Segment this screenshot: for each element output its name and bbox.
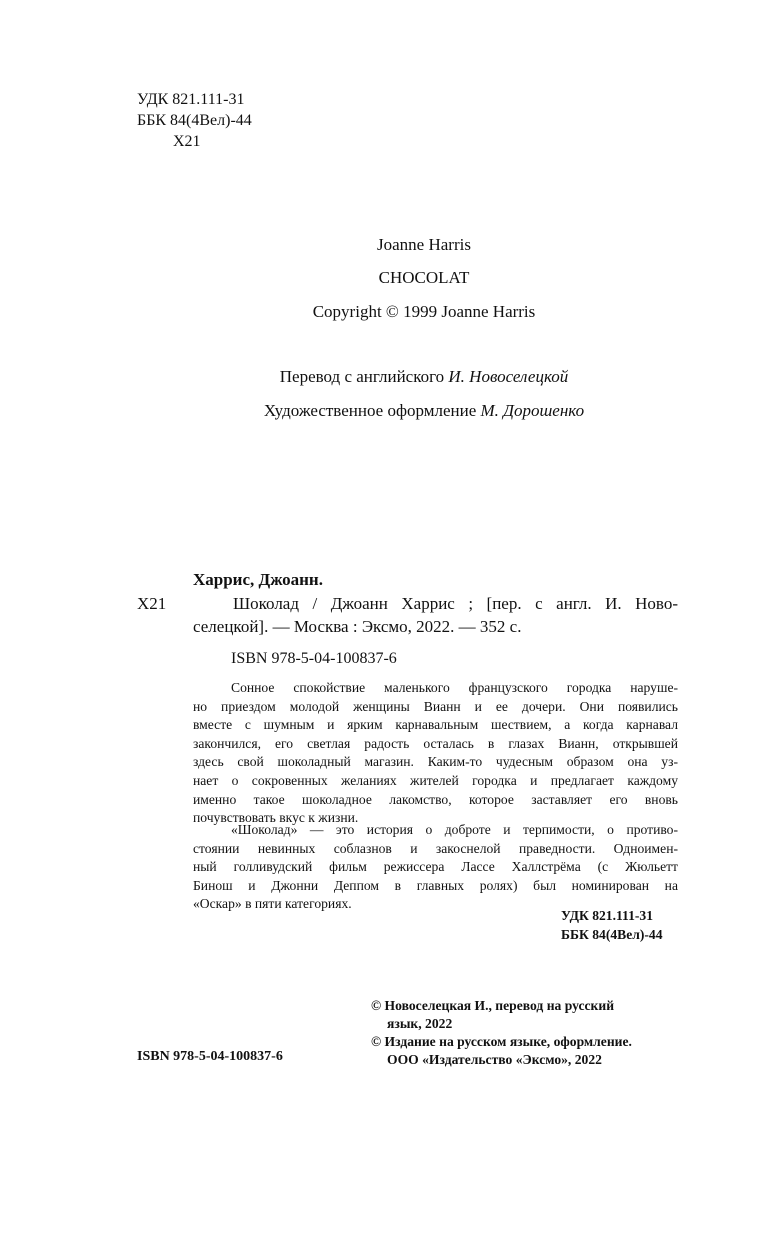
annotation-line: закончился, его светлая радость осталась в глазах Вианн, открывшей: [193, 735, 678, 751]
annotation-paragraph-2: [193, 821, 678, 914]
annotation-line: нает о сокровенных желаниях жителей городка и предлагает каждому: [193, 772, 678, 788]
copyright-block: [371, 997, 632, 1069]
translation-credit: [0, 365, 768, 388]
catalog-line-1: Шоколад / Джоанн Харрис ; [пер. с англ. И. Ново-: [233, 594, 678, 613]
annotation-line: Сонное спокойствие маленького французского городка наруше-: [231, 680, 678, 695]
top-udk: УДК 821.111-31: [137, 91, 245, 108]
annotation-line: Бинош и Джонни Деппом в главных ролях) был номинирован на: [193, 877, 678, 893]
catalog-heading: Харрис, Джоанн.: [193, 570, 323, 589]
design-credit: [0, 399, 768, 422]
annotation-line: вместе с шумным и ярким карнавальным шествием, а когда карнавал: [193, 717, 678, 733]
original-copyright: Copyright © 1999 Joanne Harris: [312, 302, 536, 321]
copyright-1-line-2: язык, 2022: [387, 1016, 453, 1031]
designer-name: М. Дорошенко: [480, 401, 585, 420]
top-codes: [137, 89, 252, 152]
bottom-udk: УДК 821.111-31: [561, 908, 654, 923]
translation-prefix: Перевод с английского: [279, 367, 445, 386]
catalog-line-2: селецкой]. — Москва : Эксмо, 2022. — 352 с.: [193, 617, 522, 636]
annotation-line: именно такое шоколадное лакомство, которое заставляет его вновь: [193, 791, 678, 807]
copyright-2-line-2: ООО «Издательство «Эксмо», 2022: [387, 1052, 602, 1067]
annotation-line: «Шоколад» — это история о доброте и терпимости, о противо-: [231, 822, 678, 837]
translator-name: И. Новоселецкой: [448, 367, 569, 386]
annotation-line: ный голливудский фильм режиссера Лассе Халлстрёма (с Жюльетт: [193, 859, 678, 875]
copyright-1-line-1: © Новоселецкая И., перевод на русский: [371, 998, 615, 1013]
annotation-line: «Оскар» в пяти категориях.: [193, 896, 352, 912]
catalog-isbn: ISBN 978-5-04-100837-6: [231, 650, 397, 667]
top-bbk: ББК 84(4Вел)-44: [137, 112, 252, 129]
annotation-line: почувствовать вкус к жизни.: [193, 810, 359, 826]
catalog-description: [193, 592, 678, 615]
annotation-line: стоянии невинных соблазнов и закоснелой праведности. Одноимен-: [193, 840, 678, 856]
annotation-line: здесь свой шоколадный магазин. Каким-то чудесным образом она уз-: [193, 754, 678, 770]
design-prefix: Художественное оформление: [263, 401, 477, 420]
catalog-mark: Х21: [137, 594, 167, 613]
original-title: CHOCOLAT: [378, 268, 470, 287]
original-author: Joanne Harris: [377, 235, 471, 254]
bottom-bbk: ББК 84(4Вел)-44: [561, 927, 663, 942]
annotation-paragraph-1: [193, 679, 678, 828]
annotation-line: но приездом молодой женщины Вианн и ее дочери. Они появились: [193, 698, 678, 714]
copyright-2-line-1: © Издание на русском языке, оформление.: [371, 1034, 632, 1049]
top-author-mark: Х21: [173, 133, 201, 150]
isbn-bold: ISBN 978-5-04-100837-6: [137, 1049, 283, 1064]
bottom-codes: [561, 906, 663, 944]
